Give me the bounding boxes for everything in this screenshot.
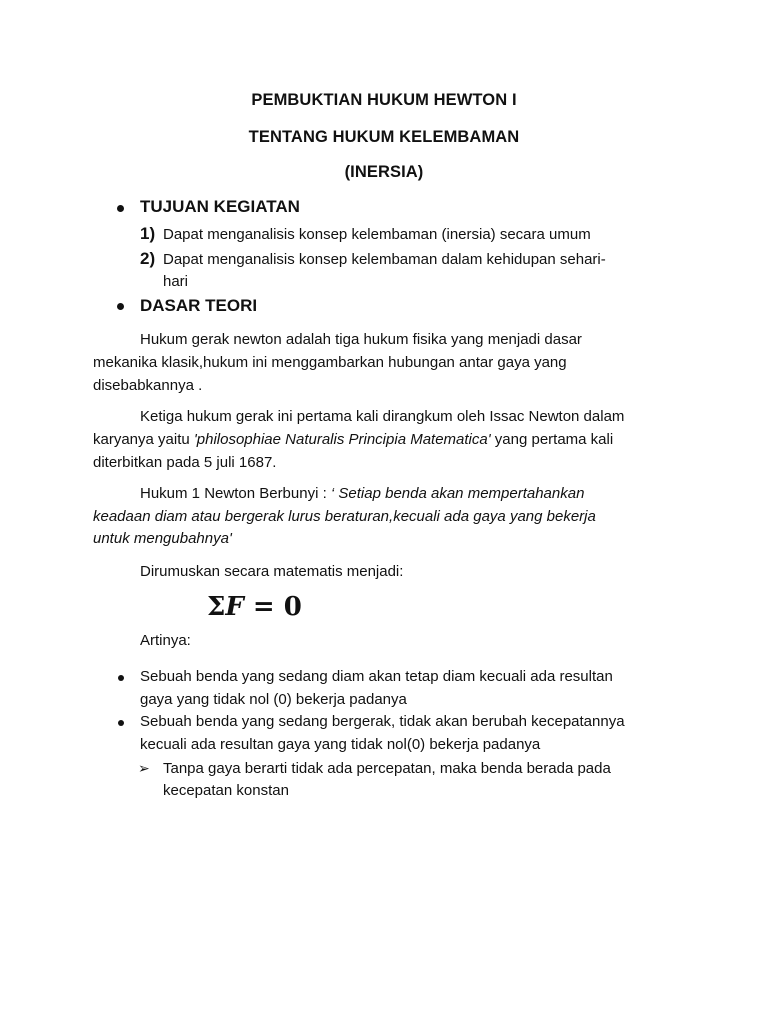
bullet-text: kecuali ada resultan gaya yang tidak nol(0) bekerja padanya [140, 736, 541, 753]
title-line-3: (INERSIA) [344, 163, 424, 181]
arrow-item-text: kecepatan konstan [163, 782, 289, 799]
formula-rest: = 0 [243, 592, 302, 622]
artinya-label: Artinya: [140, 632, 191, 649]
quote-line: untuk mengubahnya' [93, 530, 232, 547]
bullet-icon [117, 303, 124, 310]
paragraph-text: Hukum 1 Newton Berbunyi : [140, 485, 331, 502]
arrow-item-text: Tanpa gaya berarti tidak ada percepatan, maka benda berada pada [163, 760, 611, 777]
paragraph-line: mekanika klasik,hukum ini menggambarkan hubungan antar gaya yang [93, 354, 567, 371]
formula [207, 592, 302, 622]
list-item-text: Dapat menganalisis konsep kelembaman dalam kehidupan sehari- [163, 251, 606, 268]
quote-text: ‘ Setiap benda akan mempertahankan [330, 485, 585, 502]
section-heading-dasar-teori: DASAR TEORI [140, 296, 258, 315]
title-line-2: TENTANG HUKUM KELEMBAMAN [248, 128, 520, 146]
paragraph-line [140, 485, 584, 502]
paragraph-text: karyanya yaitu [93, 431, 194, 448]
section-heading-tujuan: TUJUAN KEGIATAN [140, 197, 300, 216]
sigma-symbol: Σ [207, 592, 226, 622]
list-item-text: Dapat menganalisis konsep kelembaman (inersia) secara umum [163, 226, 591, 243]
bullet-text: gaya yang tidak nol (0) bekerja padanya [140, 691, 407, 708]
paragraph-text: yang pertama kali [490, 431, 614, 448]
book-title-text: 'philosophiae Naturalis Principia Matematica' [193, 431, 491, 448]
paragraph-line: Ketiga hukum gerak ini pertama kali dirangkum oleh Issac Newton dalam [140, 408, 625, 425]
paragraph-line: Hukum gerak newton adalah tiga hukum fisika yang menjadi dasar [140, 331, 582, 348]
bullet-text: Sebuah benda yang sedang diam akan tetap diam kecuali ada resultan [140, 668, 613, 685]
paragraph-line: diterbitkan pada 5 juli 1687. [93, 454, 277, 471]
list-number: 2) [140, 249, 156, 268]
quote-line: keadaan diam atau bergerak lurus beraturan,kecuali ada gaya yang bekerja [93, 508, 596, 525]
paragraph-line: disebabkannya . [93, 377, 203, 394]
formula-intro: Dirumuskan secara matematis menjadi: [140, 563, 404, 580]
bullet-text: Sebuah benda yang sedang bergerak, tidak akan berubah kecepatannya [140, 713, 625, 730]
list-item-text: hari [163, 273, 189, 290]
bullet-icon [117, 205, 124, 212]
title-line-1: PEMBUKTIAN HUKUM HEWTON I [251, 91, 517, 109]
list-number: 1) [140, 224, 156, 243]
formula-variable: F [225, 592, 244, 622]
bullet-icon [118, 675, 124, 681]
bullet-icon [118, 720, 124, 726]
paragraph-line [93, 431, 613, 448]
arrow-bullet-icon: ➢ [138, 760, 150, 776]
